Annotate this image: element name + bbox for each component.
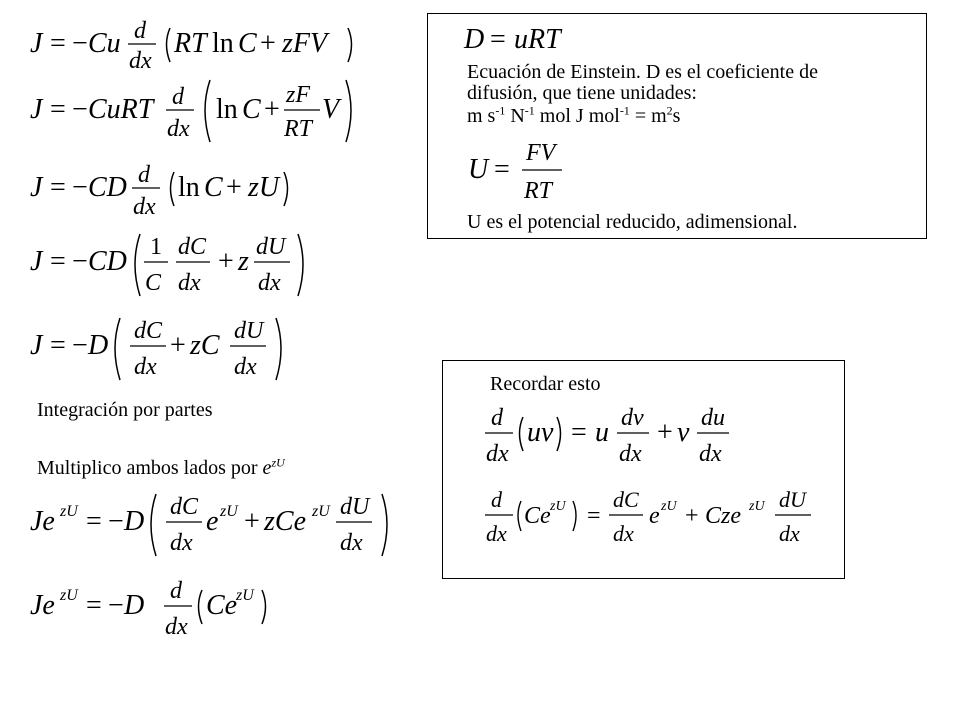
reduced-potential-note: U es el potencial reducido, adimensional. [467,211,798,233]
svg-text:+: + [260,28,276,59]
svg-text:CD: CD [88,246,127,277]
svg-text:zU: zU [661,499,677,514]
diffusion-units [467,105,680,127]
integration-by-parts-label: Integración por partes [37,399,213,421]
svg-text:dx: dx [340,530,363,556]
svg-text:C: C [204,172,223,203]
svg-text:+: + [226,172,242,203]
equation-flux-7 [30,574,310,642]
svg-text:zU: zU [60,587,78,604]
svg-text:U: U [468,154,489,185]
svg-text:+: + [218,246,234,277]
svg-text:dx: dx [486,521,507,546]
svg-text:V: V [322,94,340,125]
svg-text:J: J [30,246,43,277]
equation-flux-2 [30,76,360,148]
units-m-exp: 2 [666,103,673,118]
svg-text:d: d [491,405,503,431]
svg-text:ln: ln [216,94,238,125]
svg-text:=: = [587,503,601,529]
svg-text:dx: dx [258,270,281,296]
svg-text:uv: uv [527,417,554,448]
units-n-exp: -1 [524,103,535,118]
equation-reduced-potential [468,134,588,206]
svg-text:=: = [571,417,587,448]
svg-text:Ce: Ce [206,590,238,621]
svg-text:=: = [50,94,66,125]
svg-text:+: + [170,330,186,361]
equation-flux-3 [30,160,330,222]
svg-text:=: = [50,28,66,59]
equation-flux-5 [30,314,320,386]
svg-text:zC: zC [190,330,220,361]
svg-text:zU: zU [60,503,78,520]
svg-text:zU: zU [248,172,280,203]
svg-text:v: v [677,417,690,448]
svg-text:dx: dx [613,521,634,546]
svg-text:dx: dx [619,441,642,467]
svg-text:=: = [490,24,506,55]
svg-text:zU: zU [312,503,330,520]
svg-text:J: J [30,330,43,361]
units-n: N [505,105,525,127]
svg-text:e: e [649,503,660,529]
svg-text:zU: zU [236,587,254,604]
svg-text:+: + [244,506,260,537]
units-eq: = m [629,105,667,127]
svg-text:+: + [685,503,699,529]
svg-text:d: d [491,487,502,512]
svg-text:C: C [242,94,261,125]
equation-flux-4 [30,230,330,302]
svg-text:−: − [72,330,88,361]
svg-text:e: e [206,506,219,537]
svg-text:dx: dx [234,354,257,380]
svg-text:CuRT: CuRT [88,94,154,125]
svg-text:C: C [238,28,257,59]
svg-text:dv: dv [621,405,644,431]
svg-text:RT: RT [174,28,207,59]
svg-text:dx: dx [779,521,800,546]
equation-einstein [464,16,594,56]
svg-text:dx: dx [129,48,152,74]
einstein-relation-box [427,13,927,239]
svg-text:ln: ln [178,172,200,203]
svg-text:du: du [701,405,725,431]
svg-text:Ce: Ce [524,503,551,529]
equation-product-rule-applied [485,485,835,555]
svg-text:D: D [124,506,145,537]
svg-text:−: − [72,172,88,203]
svg-text:=: = [50,172,66,203]
units-s-exp: -1 [495,103,506,118]
svg-text:−: − [72,94,88,125]
svg-text:zF: zF [286,82,310,108]
svg-text:dx: dx [165,614,188,640]
einstein-description-line2: difusión, que tiene unidades: [467,82,697,104]
svg-text:1: 1 [150,234,162,260]
svg-text:d: d [138,162,150,188]
svg-text:dx: dx [134,354,157,380]
einstein-description-line1: Ecuación de Einstein. D es el coeficiente de [467,61,818,83]
multiply-both-sides-label [37,457,285,479]
svg-text:dC: dC [613,487,639,512]
svg-text:=: = [50,330,66,361]
svg-text:−: − [108,506,124,537]
svg-text:ln: ln [212,28,234,59]
svg-text:J: J [30,28,43,59]
svg-text:Je: Je [30,506,55,537]
svg-text:dx: dx [178,270,201,296]
svg-text:D: D [88,330,109,361]
svg-text:dC: dC [170,494,199,520]
svg-text:d: d [172,84,184,110]
svg-text:dC: dC [134,318,163,344]
svg-text:uRT: uRT [514,24,561,55]
svg-text:zU: zU [550,499,566,514]
units-m-s: m s [467,105,496,127]
svg-text:zU: zU [220,503,238,520]
units-mol-exp: -1 [619,103,630,118]
product-rule-box [442,360,845,579]
svg-text:=: = [50,246,66,277]
svg-text:dU: dU [779,487,806,512]
svg-text:zCe: zCe [264,506,306,537]
svg-text:=: = [86,506,102,537]
svg-text:−: − [72,246,88,277]
multiply-base: e [262,457,272,479]
equation-flux-6 [30,490,400,562]
svg-text:RT: RT [284,116,313,142]
svg-text:dx: dx [699,441,722,467]
svg-text:dx: dx [167,116,190,142]
svg-text:dU: dU [256,234,286,260]
svg-text:C: C [145,270,162,296]
svg-text:D: D [464,24,485,55]
svg-text:dU: dU [340,494,370,520]
equation-flux-1 [30,10,360,72]
units-mol: mol J mol [534,105,620,127]
svg-text:dC: dC [178,234,207,260]
svg-text:+: + [264,94,280,125]
units-s-tail: s [672,105,681,127]
svg-text:−: − [72,28,88,59]
svg-text:J: J [30,94,43,125]
svg-text:dx: dx [170,530,193,556]
equation-product-rule [485,401,755,475]
svg-text:dU: dU [234,318,264,344]
svg-text:CD: CD [88,172,127,203]
svg-text:Je: Je [30,590,55,621]
svg-text:zU: zU [749,499,765,514]
remember-title: Recordar esto [490,373,601,395]
svg-text:d: d [170,578,182,604]
svg-text:zFV: zFV [282,28,328,59]
svg-text:Cze: Cze [705,503,741,529]
svg-text:+: + [657,417,673,448]
multiply-prefix: Multiplico ambos lados por [37,457,263,479]
svg-text:z: z [238,246,249,277]
svg-text:J: J [30,172,43,203]
svg-text:d: d [134,18,146,44]
svg-text:FV: FV [526,140,556,166]
svg-text:dx: dx [133,194,156,220]
svg-text:D: D [124,590,145,621]
svg-text:dx: dx [486,441,509,467]
svg-text:−: − [108,590,124,621]
svg-text:u: u [595,417,609,448]
svg-text:=: = [494,154,510,185]
svg-text:Cu: Cu [88,28,121,59]
multiply-exponent: zU [271,455,285,470]
svg-text:=: = [86,590,102,621]
svg-text:RT: RT [524,178,553,204]
